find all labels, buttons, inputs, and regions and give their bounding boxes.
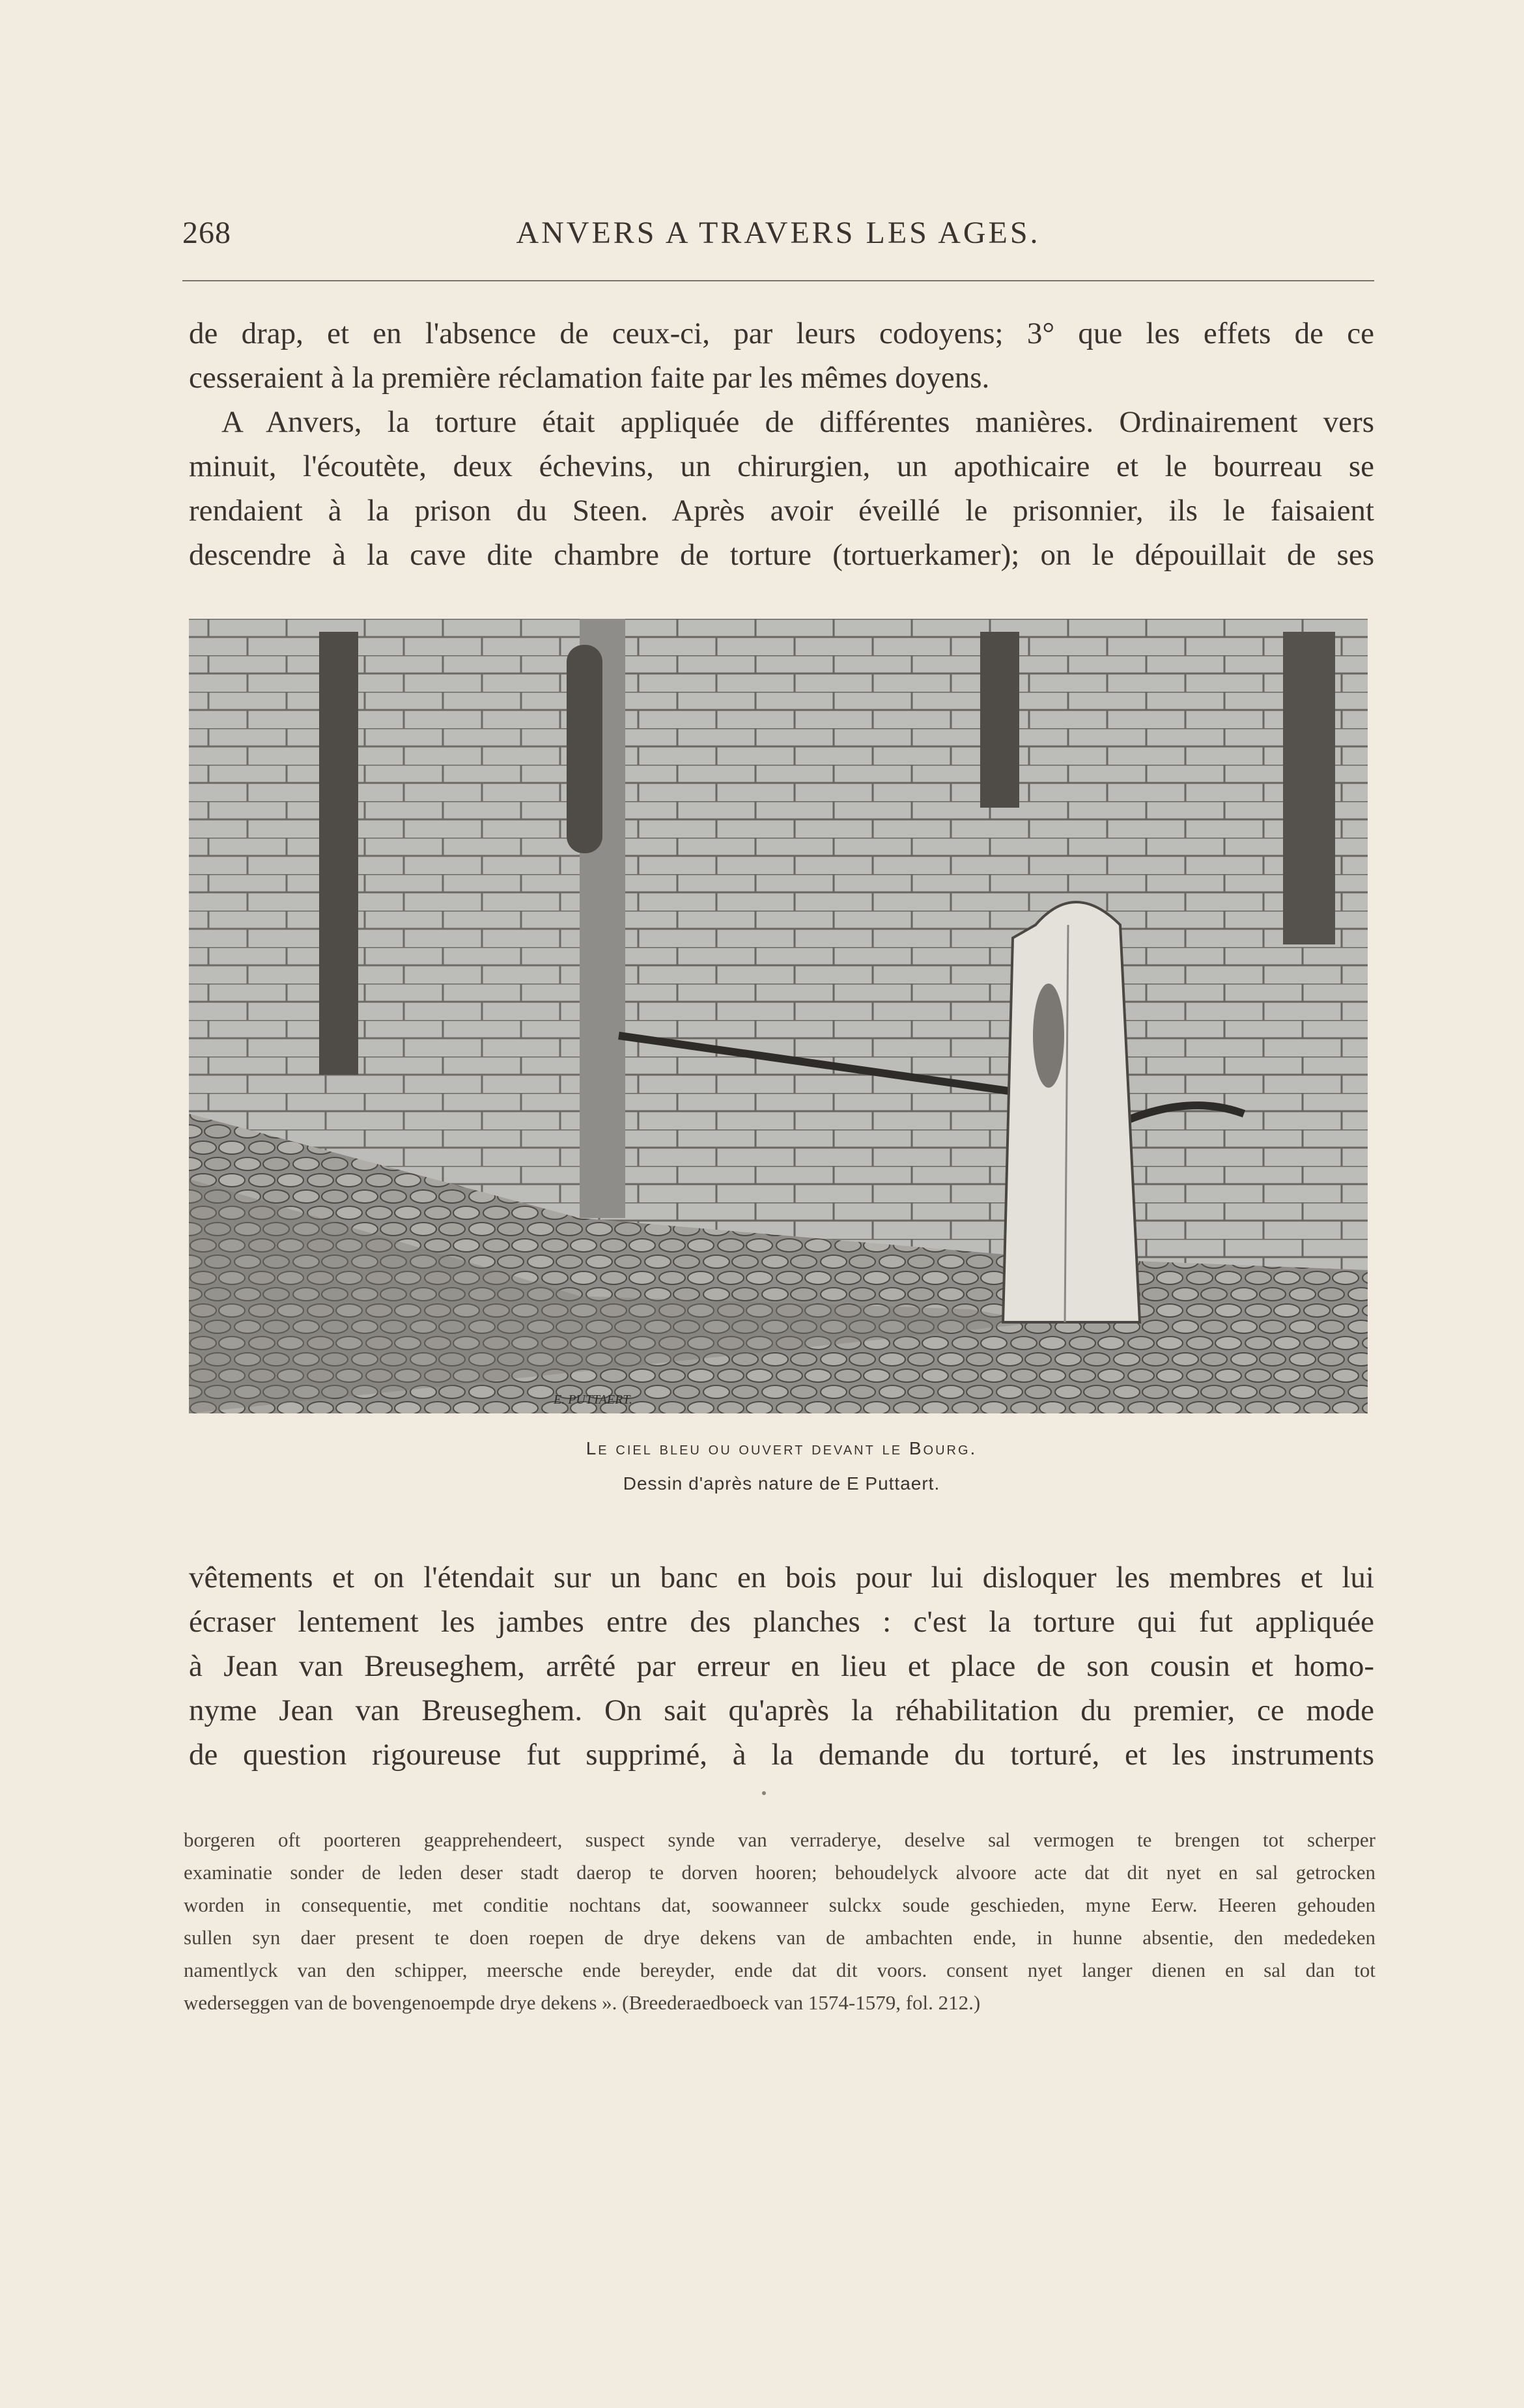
arrow-slit-window [980,632,1019,808]
arrow-slit-window [567,645,602,853]
right-wall [580,619,1368,1270]
artist-signature: E. PUTTAERT. [554,1393,632,1407]
arrow-slit-window [1283,632,1335,944]
running-title: ANVERS A TRAVERS LES AGES. [516,216,1041,250]
text-line: écraser lentement les jambes entre des planches : c'est la torture qui fut appliquée [189,1605,1374,1639]
paragraph-2 [189,1555,1374,1777]
footnote-line: examinatie sonder de leden deser stadt daerop te dorven hooren; behoudelyck alvoore acte dat dit nyet en sal getrocken [184,1861,1376,1884]
text-line: rendaient à la prison du Steen. Après avoir éveillé le prisonnier, ils le faisaient [189,494,1374,528]
text-line: à Jean van Breuseghem, arrêté par erreur en lieu et place de son cousin et homo- [189,1649,1374,1683]
page-number: 268 [182,216,231,250]
text-line: descendre à la cave dite chambre de torture (tortuerkamer); on le dépouillait de ses [189,538,1374,572]
footnote-line: namentlyck van den schipper, meersche ende bereyder, ende dat dit voors. consent nyet langer dienen en sal dan tot [184,1959,1376,1981]
text-line: vêtements et on l'étendait sur un banc en bois pour lui disloquer les membres et lui [189,1561,1374,1594]
figure-caption-title: Le ciel bleu ou ouvert devant le Bourg. [586,1438,978,1458]
engraving-svg [189,619,1368,1413]
text-line: nyme Jean van Breuseghem. On sait qu'après la réhabilitation du premier, ce mode [189,1693,1374,1727]
left-wall [189,619,580,1218]
footnote [184,1824,1376,2019]
engraving-illustration [189,619,1368,1413]
footnote-line: sullen syn daer present te doen roepen de drye dekens van de ambachten ende, in hunne absentie, den mededeken [184,1926,1376,1949]
figure-caption-credit: Dessin d'après nature de E Puttaert. [623,1473,940,1494]
stone-bollard [1003,902,1140,1322]
paragraph-1 [189,311,1374,577]
text-line: cesseraient à la première réclamation faite par les mêmes doyens. [189,361,990,395]
page-header [182,215,1374,261]
footnote-line: wederseggen van de bovengenoempde drye dekens ». (Breederaedboeck van 1574-1579, fol. 212.) [184,1991,981,2014]
carved-ornament [1033,984,1064,1088]
header-rule [182,280,1374,281]
text-line: de drap, et en l'absence de ceux-ci, par leurs codoyens; 3° que les effets de ce [189,317,1374,350]
arrow-slit-window [319,632,358,1075]
text-line: de question rigoureuse fut supprimé, à la demande du torturé, et les instruments [189,1738,1374,1772]
footnote-line: worden in consequentie, met conditie nochtans dat, soowanneer sulckx soude geschieden, myne Eerw. Heeren gehouden [184,1893,1376,1916]
text-line: minuit, l'écoutète, deux échevins, un chirurgien, un apothicaire et le bourreau se [189,449,1374,483]
footnote-line: borgeren oft poorteren geapprehendeert, suspect synde van verraderye, deselve sal vermogen te brengen tot scherper [184,1828,1376,1851]
paper-speck [762,1791,766,1795]
text-line: A Anvers, la torture était appliquée de différentes manières. Ordinairement vers [221,405,1374,439]
